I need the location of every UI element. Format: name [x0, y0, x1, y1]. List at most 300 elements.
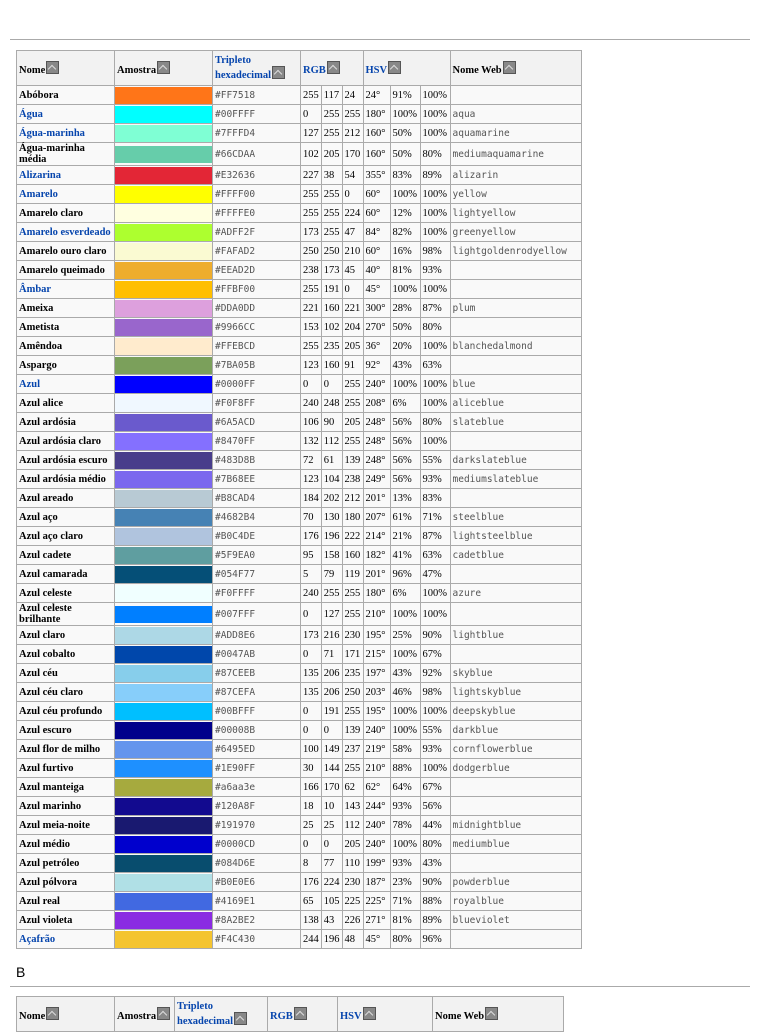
hex-value: #B0E0E6	[213, 873, 301, 892]
hsv-v: 56%	[420, 797, 450, 816]
hsv-v: 87%	[420, 299, 450, 318]
hsv-h: 201°	[363, 489, 390, 508]
sort-icon[interactable]	[272, 66, 285, 79]
rgb-r: 240	[301, 584, 322, 603]
color-swatch	[115, 394, 213, 413]
rgb-g: 117	[321, 86, 342, 105]
hex-value: #FFFF00	[213, 185, 301, 204]
hsv-h: 201°	[363, 565, 390, 584]
rgb-g: 255	[321, 584, 342, 603]
hsv-v: 80%	[420, 835, 450, 854]
color-swatch	[115, 185, 213, 204]
hsv-h: 355°	[363, 166, 390, 185]
color-name[interactable]: Água	[17, 105, 115, 124]
color-name[interactable]: Açafrão	[17, 930, 115, 949]
hsv-v: 100%	[420, 584, 450, 603]
hsv-v: 87%	[420, 527, 450, 546]
color-name: Azul escuro	[17, 721, 115, 740]
color-name[interactable]: Âmbar	[17, 280, 115, 299]
sort-icon[interactable]	[485, 1007, 498, 1020]
hex-value: #6A5ACD	[213, 413, 301, 432]
color-name[interactable]: Água-marinha	[17, 124, 115, 143]
rgb-b: 171	[342, 645, 363, 664]
hsv-h: 180°	[363, 105, 390, 124]
table-row	[17, 143, 582, 166]
rgb-r: 238	[301, 261, 322, 280]
swatch-fill	[115, 760, 212, 777]
color-name: Azul céu claro	[17, 683, 115, 702]
header-web[interactable]: Nome Web	[433, 997, 564, 1032]
web-name: blue	[450, 375, 581, 394]
header-rgb[interactable]: RGB	[301, 51, 364, 86]
rgb-b: 204	[342, 318, 363, 337]
hsv-s: 43%	[390, 356, 420, 375]
color-swatch	[115, 603, 213, 626]
color-swatch	[115, 546, 213, 565]
color-name: Azul manteiga	[17, 778, 115, 797]
rgb-g: 90	[321, 413, 342, 432]
swatch-fill	[115, 893, 212, 910]
hsv-h: 160°	[363, 124, 390, 143]
rgb-b: 235	[342, 664, 363, 683]
hsv-v: 100%	[420, 105, 450, 124]
web-name: aliceblue	[450, 394, 581, 413]
hsv-s: 28%	[390, 299, 420, 318]
sort-icon[interactable]	[327, 61, 340, 74]
table-row	[17, 508, 582, 527]
web-name	[450, 356, 581, 375]
hsv-h: 60°	[363, 185, 390, 204]
color-name[interactable]: Alizarina	[17, 166, 115, 185]
table-row	[17, 280, 582, 299]
rgb-g: 250	[321, 242, 342, 261]
swatch-fill	[115, 509, 212, 526]
table-row	[17, 105, 582, 124]
header-name[interactable]: Nome	[17, 51, 115, 86]
hsv-h: 199°	[363, 854, 390, 873]
web-name: darkslateblue	[450, 451, 581, 470]
hex-value: #8470FF	[213, 432, 301, 451]
color-swatch	[115, 337, 213, 356]
hsv-s: 81%	[390, 261, 420, 280]
color-table-b-header	[16, 996, 564, 1032]
color-swatch	[115, 242, 213, 261]
color-swatch	[115, 318, 213, 337]
hsv-v: 100%	[420, 280, 450, 299]
hsv-s: 21%	[390, 527, 420, 546]
color-swatch	[115, 721, 213, 740]
table-row	[17, 185, 582, 204]
color-name: Abóbora	[17, 86, 115, 105]
rgb-r: 240	[301, 394, 322, 413]
hsv-v: 100%	[420, 86, 450, 105]
hsv-h: 219°	[363, 740, 390, 759]
rgb-r: 123	[301, 356, 322, 375]
sort-icon[interactable]	[388, 61, 401, 74]
hsv-h: 300°	[363, 299, 390, 318]
table-row	[17, 584, 582, 603]
web-name: darkblue	[450, 721, 581, 740]
hsv-v: 100%	[420, 375, 450, 394]
rgb-b: 230	[342, 873, 363, 892]
hsv-s: 56%	[390, 470, 420, 489]
hsv-s: 100%	[390, 721, 420, 740]
hsv-h: 36°	[363, 337, 390, 356]
table-row	[17, 375, 582, 394]
header-sample[interactable]: Amostra	[115, 997, 175, 1032]
rgb-b: 255	[342, 394, 363, 413]
rgb-g: 205	[321, 143, 342, 166]
hsv-v: 100%	[420, 204, 450, 223]
hex-value: #7FFFD4	[213, 124, 301, 143]
header-name[interactable]: Nome	[17, 997, 115, 1032]
rgb-g: 158	[321, 546, 342, 565]
swatch-fill	[115, 528, 212, 545]
rgb-g: 170	[321, 778, 342, 797]
swatch-fill	[115, 433, 212, 450]
color-swatch	[115, 124, 213, 143]
hsv-s: 100%	[390, 645, 420, 664]
hsv-s: 13%	[390, 489, 420, 508]
color-swatch	[115, 740, 213, 759]
hsv-v: 98%	[420, 683, 450, 702]
hsv-s: 16%	[390, 242, 420, 261]
color-swatch	[115, 873, 213, 892]
color-swatch	[115, 223, 213, 242]
rgb-r: 127	[301, 124, 322, 143]
swatch-fill	[115, 566, 212, 583]
sort-icon[interactable]	[46, 61, 59, 74]
rgb-g: 10	[321, 797, 342, 816]
hsv-v: 80%	[420, 143, 450, 166]
web-name: lightgoldenrodyellow	[450, 242, 581, 261]
sort-icon[interactable]	[46, 1007, 59, 1020]
hsv-h: 240°	[363, 375, 390, 394]
web-name: blanchedalmond	[450, 337, 581, 356]
color-swatch	[115, 759, 213, 778]
swatch-fill	[115, 319, 212, 336]
header-hsv[interactable]: HSV	[338, 997, 433, 1032]
hsv-v: 88%	[420, 892, 450, 911]
web-name: skyblue	[450, 664, 581, 683]
rgb-b: 255	[342, 375, 363, 394]
hsv-s: 56%	[390, 451, 420, 470]
hsv-s: 91%	[390, 86, 420, 105]
color-name: Ameixa	[17, 299, 115, 318]
rgb-r: 0	[301, 702, 322, 721]
color-swatch	[115, 565, 213, 584]
rgb-r: 0	[301, 835, 322, 854]
color-name: Amarelo claro	[17, 204, 115, 223]
hsv-s: 56%	[390, 413, 420, 432]
web-name	[450, 318, 581, 337]
hsv-h: 240°	[363, 835, 390, 854]
color-name: Azul ardósia escuro	[17, 451, 115, 470]
hsv-v: 100%	[420, 337, 450, 356]
table-row	[17, 626, 582, 645]
rgb-r: 100	[301, 740, 322, 759]
color-name[interactable]: Azul	[17, 375, 115, 394]
rgb-r: 30	[301, 759, 322, 778]
hex-value: #00008B	[213, 721, 301, 740]
section-label: B	[16, 964, 26, 980]
hsv-s: 100%	[390, 105, 420, 124]
sort-icon[interactable]	[363, 1007, 376, 1020]
hsv-h: 45°	[363, 280, 390, 299]
color-swatch	[115, 816, 213, 835]
color-name: Azul cobalto	[17, 645, 115, 664]
rgb-r: 95	[301, 546, 322, 565]
rgb-r: 135	[301, 683, 322, 702]
hsv-s: 96%	[390, 565, 420, 584]
hsv-h: 244°	[363, 797, 390, 816]
table-row	[17, 261, 582, 280]
color-name: Azul marinho	[17, 797, 115, 816]
rgb-b: 54	[342, 166, 363, 185]
color-swatch	[115, 584, 213, 603]
table-row	[17, 930, 582, 949]
web-name	[450, 645, 581, 664]
web-name: dodgerblue	[450, 759, 581, 778]
rgb-g: 191	[321, 702, 342, 721]
sort-icon[interactable]	[157, 61, 170, 74]
hsv-s: 12%	[390, 204, 420, 223]
rgb-b: 139	[342, 721, 363, 740]
sort-icon[interactable]	[157, 1007, 170, 1020]
rgb-r: 25	[301, 816, 322, 835]
color-swatch	[115, 451, 213, 470]
color-swatch	[115, 508, 213, 527]
rgb-b: 225	[342, 892, 363, 911]
color-name: Azul real	[17, 892, 115, 911]
color-name: Amarelo queimado	[17, 261, 115, 280]
swatch-fill	[115, 167, 212, 184]
table-row	[17, 664, 582, 683]
hsv-h: 60°	[363, 242, 390, 261]
rgb-r: 132	[301, 432, 322, 451]
rgb-g: 160	[321, 356, 342, 375]
hex-value: #F0FFFF	[213, 584, 301, 603]
color-swatch	[115, 143, 213, 166]
swatch-fill	[115, 471, 212, 488]
web-name	[450, 930, 581, 949]
rgb-r: 102	[301, 143, 322, 166]
sort-icon[interactable]	[503, 61, 516, 74]
hex-value: #9966CC	[213, 318, 301, 337]
rgb-r: 123	[301, 470, 322, 489]
hsv-s: 78%	[390, 816, 420, 835]
hsv-s: 50%	[390, 318, 420, 337]
color-name: Azul violeta	[17, 911, 115, 930]
rgb-g: 173	[321, 261, 342, 280]
hex-value: #7B68EE	[213, 470, 301, 489]
header-hex[interactable]: Tripleto hexadecimal	[213, 51, 301, 86]
table-row	[17, 223, 582, 242]
rgb-g: 196	[321, 930, 342, 949]
hsv-v: 80%	[420, 413, 450, 432]
sort-icon[interactable]	[294, 1007, 307, 1020]
hsv-h: 84°	[363, 223, 390, 242]
color-name: Azul ardósia claro	[17, 432, 115, 451]
rgb-g: 0	[321, 375, 342, 394]
table-row	[17, 816, 582, 835]
hsv-v: 55%	[420, 451, 450, 470]
hex-value: #DDA0DD	[213, 299, 301, 318]
header-rgb[interactable]: RGB	[268, 997, 338, 1032]
hsv-v: 63%	[420, 546, 450, 565]
rgb-r: 0	[301, 721, 322, 740]
rgb-b: 24	[342, 86, 363, 105]
color-name: Ametista	[17, 318, 115, 337]
hsv-s: 56%	[390, 432, 420, 451]
table-row	[17, 683, 582, 702]
header-hsv[interactable]: HSV	[363, 51, 450, 86]
swatch-fill	[115, 452, 212, 469]
header-web[interactable]: Nome Web	[450, 51, 581, 86]
rgb-b: 112	[342, 816, 363, 835]
hsv-h: 180°	[363, 584, 390, 603]
rgb-g: 38	[321, 166, 342, 185]
hsv-v: 92%	[420, 664, 450, 683]
table-row	[17, 451, 582, 470]
color-name: Azul aço	[17, 508, 115, 527]
hsv-h: 45°	[363, 930, 390, 949]
swatch-fill	[115, 395, 212, 412]
swatch-fill	[115, 779, 212, 796]
rgb-g: 191	[321, 280, 342, 299]
hex-value: #ADFF2F	[213, 223, 301, 242]
rgb-r: 135	[301, 664, 322, 683]
rgb-g: 144	[321, 759, 342, 778]
rgb-r: 173	[301, 223, 322, 242]
rgb-b: 45	[342, 261, 363, 280]
hsv-s: 50%	[390, 124, 420, 143]
web-name: mediumblue	[450, 835, 581, 854]
hsv-s: 100%	[390, 375, 420, 394]
hsv-h: 271°	[363, 911, 390, 930]
swatch-fill	[115, 665, 212, 682]
hex-value: #FFFFE0	[213, 204, 301, 223]
web-name: greenyellow	[450, 223, 581, 242]
color-swatch	[115, 470, 213, 489]
table-header-row	[17, 51, 582, 86]
color-name: Azul petróleo	[17, 854, 115, 873]
hex-value: #E32636	[213, 166, 301, 185]
table-row	[17, 603, 582, 626]
table-row	[17, 242, 582, 261]
hex-value: #191970	[213, 816, 301, 835]
web-name: aqua	[450, 105, 581, 124]
rgb-b: 180	[342, 508, 363, 527]
table-row	[17, 546, 582, 565]
web-name	[450, 489, 581, 508]
hsv-v: 63%	[420, 356, 450, 375]
hex-value: #7BA05B	[213, 356, 301, 375]
web-name: mediumaquamarine	[450, 143, 581, 166]
color-name[interactable]: Amarelo esverdeado	[17, 223, 115, 242]
rgb-r: 18	[301, 797, 322, 816]
hsv-v: 44%	[420, 816, 450, 835]
web-name: steelblue	[450, 508, 581, 527]
hsv-h: 24°	[363, 86, 390, 105]
swatch-fill	[115, 357, 212, 374]
color-name: Aspargo	[17, 356, 115, 375]
swatch-fill	[115, 146, 212, 163]
color-name: Azul céu	[17, 664, 115, 683]
web-name	[450, 261, 581, 280]
rgb-b: 221	[342, 299, 363, 318]
hex-value: #F0F8FF	[213, 394, 301, 413]
hsv-h: 203°	[363, 683, 390, 702]
rgb-g: 255	[321, 105, 342, 124]
table-row	[17, 394, 582, 413]
color-name: Azul aço claro	[17, 527, 115, 546]
hsv-v: 90%	[420, 873, 450, 892]
hsv-h: 60°	[363, 204, 390, 223]
table-row	[17, 721, 582, 740]
rgb-r: 5	[301, 565, 322, 584]
hsv-v: 100%	[420, 124, 450, 143]
web-name	[450, 565, 581, 584]
color-name: Azul ardósia médio	[17, 470, 115, 489]
swatch-fill	[115, 646, 212, 663]
color-swatch	[115, 702, 213, 721]
hsv-v: 100%	[420, 394, 450, 413]
table-row	[17, 527, 582, 546]
hex-value: #8A2BE2	[213, 911, 301, 930]
table-row	[17, 645, 582, 664]
color-name: Azul celeste brilhante	[17, 603, 115, 626]
header-hex[interactable]: Tripleto hexadecimal	[175, 997, 268, 1032]
hsv-s: 93%	[390, 797, 420, 816]
color-swatch	[115, 930, 213, 949]
color-swatch	[115, 105, 213, 124]
rgb-r: 138	[301, 911, 322, 930]
web-name	[450, 280, 581, 299]
swatch-fill	[115, 414, 212, 431]
rgb-b: 250	[342, 683, 363, 702]
web-name: plum	[450, 299, 581, 318]
hsv-s: 82%	[390, 223, 420, 242]
color-swatch	[115, 664, 213, 683]
color-name[interactable]: Amarelo	[17, 185, 115, 204]
header-sample[interactable]: Amostra	[115, 51, 213, 86]
swatch-fill	[115, 490, 212, 507]
hex-value: #483D8B	[213, 451, 301, 470]
hsv-s: 46%	[390, 683, 420, 702]
swatch-fill	[115, 627, 212, 644]
swatch-fill	[115, 912, 212, 929]
web-name: yellow	[450, 185, 581, 204]
hsv-v: 80%	[420, 318, 450, 337]
hsv-v: 100%	[420, 702, 450, 721]
rgb-g: 224	[321, 873, 342, 892]
sort-icon[interactable]	[234, 1012, 247, 1025]
table-row	[17, 740, 582, 759]
hex-value: #FFEBCD	[213, 337, 301, 356]
rgb-r: 153	[301, 318, 322, 337]
hsv-v: 55%	[420, 721, 450, 740]
hsv-s: 80%	[390, 930, 420, 949]
hsv-h: 225°	[363, 892, 390, 911]
color-swatch	[115, 261, 213, 280]
web-name	[450, 603, 581, 626]
hex-value: #ADD8E6	[213, 626, 301, 645]
rgb-g: 255	[321, 185, 342, 204]
rgb-g: 25	[321, 816, 342, 835]
swatch-fill	[115, 684, 212, 701]
rgb-r: 176	[301, 873, 322, 892]
